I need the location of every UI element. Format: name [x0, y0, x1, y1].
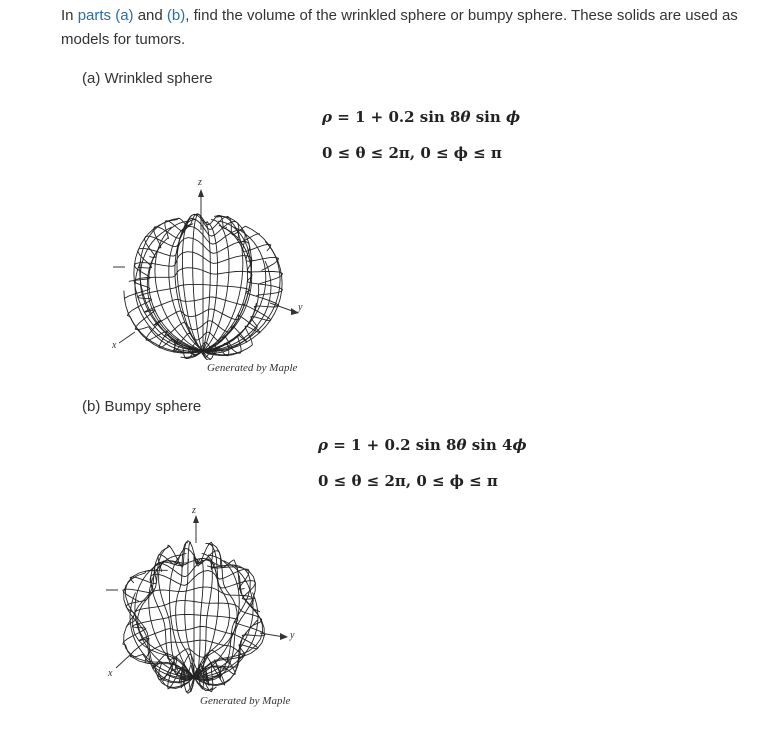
part-b-link[interactable]: (b) — [166, 7, 186, 24]
axis-label-x-b: x — [108, 668, 113, 679]
bumpy-sphere-mesh — [123, 541, 265, 694]
wrinkled-sphere-mesh — [124, 214, 283, 360]
y-axis-arrow — [280, 633, 288, 640]
x-axis — [116, 655, 130, 668]
intro-prefix: In — [61, 7, 78, 24]
rho-symbol: ρ — [318, 436, 328, 454]
parts-a-link[interactable]: parts (a) — [77, 7, 134, 24]
mesh-meridian — [203, 222, 210, 351]
rho-symbol: ρ — [322, 108, 332, 126]
z-axis-arrow — [198, 189, 204, 197]
z-axis-arrow — [193, 515, 199, 523]
intro-rest: , find the volume of the wrinkled sphere or bumpy sphere. These solids are used as models for tumors. — [61, 7, 738, 48]
intro-and: and — [133, 7, 167, 24]
mesh-meridian — [124, 291, 203, 353]
eq-a-sin: sin — [470, 108, 506, 126]
axis-label-y-a: y — [298, 302, 303, 313]
maple-caption-a: Generated by Maple — [207, 362, 298, 374]
part-b-label: (b) Bumpy sphere — [82, 398, 202, 415]
axis-label-y-b: y — [290, 630, 295, 641]
axis-label-x-a: x — [112, 340, 117, 351]
eq-b-sin: sin 4 — [466, 436, 513, 454]
problem-statement — [61, 4, 751, 52]
mesh-meridian — [193, 214, 203, 351]
phi-symbol: ϕ — [506, 108, 521, 126]
theta-symbol: θ — [456, 436, 467, 454]
mesh-meridian — [203, 227, 266, 351]
theta-symbol: θ — [460, 108, 471, 126]
part-b-equation — [318, 436, 527, 454]
mesh-parallel — [130, 560, 249, 589]
mesh-parallel — [123, 571, 256, 602]
x-axis — [119, 332, 135, 343]
bumpy-sphere-figure — [100, 505, 310, 695]
axis-label-z-b: z — [192, 505, 196, 516]
eq-a-rest: = 1 + 0.2 sin 8 — [331, 108, 461, 126]
phi-symbol: ϕ — [512, 436, 527, 454]
wrinkled-sphere-figure — [105, 175, 315, 360]
part-a-bounds: 0 ≤ θ ≤ 2π, 0 ≤ ϕ ≤ π — [322, 144, 502, 162]
axis-label-z-a: z — [198, 177, 202, 188]
eq-b-rest: = 1 + 0.2 sin 8 — [327, 436, 457, 454]
mesh-parallel — [144, 226, 270, 257]
part-a-label: (a) Wrinkled sphere — [82, 70, 213, 87]
part-b-bounds: 0 ≤ θ ≤ 2π, 0 ≤ ϕ ≤ π — [318, 472, 498, 490]
maple-caption-b: Generated by Maple — [200, 695, 291, 707]
part-a-equation — [322, 108, 520, 126]
